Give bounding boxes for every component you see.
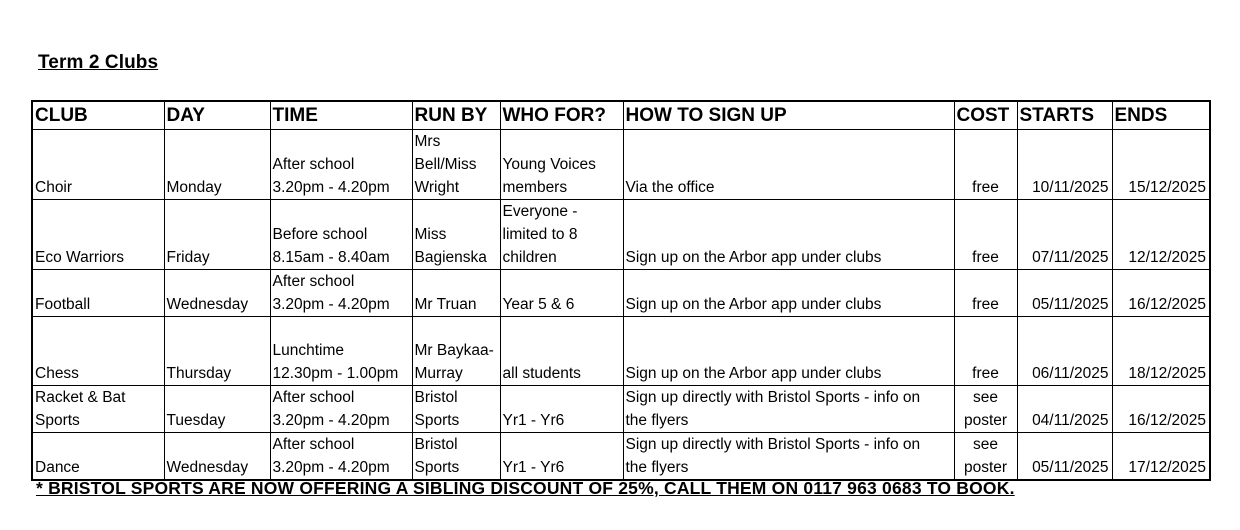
starts-date-cell: 05/11/2025 (1017, 433, 1112, 481)
header-cost: COST (954, 101, 1017, 130)
run-by-cell-line: Mr Truan (414, 296, 477, 313)
run-by-cell-line: Miss (414, 226, 447, 243)
run-by-cell-line: Murray (414, 365, 463, 382)
time-cell-line: 8.15am - 8.40am (272, 249, 390, 266)
page-title: Term 2 Clubs (38, 52, 159, 73)
day-cell-line: Tuesday (166, 412, 226, 429)
clubs-table (31, 100, 1211, 481)
run-by-cell (412, 270, 500, 317)
club-cell-line: Dance (35, 459, 80, 476)
cost-cell-line: free (972, 249, 999, 266)
run-by-cell-line: Sports (414, 459, 460, 476)
who-for-cell (500, 130, 623, 200)
sign-up-cell (623, 317, 954, 386)
club-cell (32, 270, 164, 317)
ends-date-cell: 17/12/2025 (1112, 433, 1210, 481)
who-for-cell-line: Year 5 & 6 (502, 296, 575, 313)
cost-cell (954, 270, 1017, 317)
table-header-row (32, 101, 1210, 130)
cost-cell (954, 200, 1017, 270)
cost-cell-line: free (972, 179, 999, 196)
run-by-cell-line: Bristol (414, 389, 458, 406)
ends-date-cell: 12/12/2025 (1112, 200, 1210, 270)
time-cell-line: After school (272, 156, 355, 173)
who-for-cell-line: members (502, 179, 568, 196)
cost-cell (954, 130, 1017, 200)
club-cell (32, 200, 164, 270)
sign-up-cell (623, 270, 954, 317)
club-cell (32, 433, 164, 481)
header-ends: ENDS (1112, 101, 1210, 130)
day-cell-line: Friday (166, 249, 210, 266)
day-cell (164, 130, 270, 200)
table-body (32, 130, 1210, 481)
cost-cell-line: poster (963, 459, 1008, 476)
run-by-cell-line: Mr Baykaa- (414, 342, 494, 359)
run-by-cell-line: Bristol (414, 436, 458, 453)
sign-up-cell-line: Via the office (625, 179, 715, 196)
who-for-cell-line: Yr1 - Yr6 (502, 412, 565, 429)
sign-up-cell-line: the flyers (625, 412, 689, 429)
time-cell-line: Lunchtime (272, 342, 345, 359)
run-by-cell (412, 200, 500, 270)
who-for-cell-line: Everyone - (502, 203, 578, 220)
table-row (32, 433, 1210, 481)
time-cell (270, 317, 412, 386)
table-row (32, 200, 1210, 270)
club-cell-line: Racket & Bat (35, 389, 126, 406)
run-by-cell (412, 130, 500, 200)
header-club: CLUB (32, 101, 164, 130)
cost-cell-line: free (972, 296, 999, 313)
who-for-cell (500, 433, 623, 481)
time-cell-line: After school (272, 436, 355, 453)
who-for-cell-line: Young Voices (502, 156, 596, 173)
who-for-cell (500, 270, 623, 317)
day-cell (164, 433, 270, 481)
starts-date-cell: 05/11/2025 (1017, 270, 1112, 317)
day-cell (164, 270, 270, 317)
sign-up-cell-line: Sign up on the Arbor app under clubs (625, 296, 882, 313)
club-cell (32, 130, 164, 200)
sign-up-cell (623, 386, 954, 433)
who-for-cell (500, 386, 623, 433)
time-cell-line: 3.20pm - 4.20pm (272, 459, 390, 476)
starts-date-cell: 07/11/2025 (1017, 200, 1112, 270)
ends-date-cell: 18/12/2025 (1112, 317, 1210, 386)
time-cell-line: After school (272, 389, 355, 406)
run-by-cell-line: Sports (414, 412, 460, 429)
ends-date-cell: 16/12/2025 (1112, 386, 1210, 433)
time-cell-line: 12.30pm - 1.00pm (272, 365, 399, 382)
time-cell-line: Before school (272, 226, 368, 243)
sibling-discount-note: * BRISTOL SPORTS ARE NOW OFFERING A SIBLING DISCOUNT OF 25%, CALL THEM ON 0117 963 0683 TO BOOK. (36, 478, 1015, 498)
header-how-to-sign-up: HOW TO SIGN UP (623, 101, 954, 130)
ends-date-cell: 15/12/2025 (1112, 130, 1210, 200)
day-cell (164, 200, 270, 270)
who-for-cell-line: all students (502, 365, 581, 382)
day-cell (164, 317, 270, 386)
run-by-cell-line: Wright (414, 179, 460, 196)
time-cell (270, 433, 412, 481)
ends-date-cell: 16/12/2025 (1112, 270, 1210, 317)
run-by-cell (412, 433, 500, 481)
header-day: DAY (164, 101, 270, 130)
run-by-cell (412, 317, 500, 386)
cost-cell (954, 317, 1017, 386)
sign-up-cell-line: Sign up on the Arbor app under clubs (625, 249, 882, 266)
day-cell-line: Monday (166, 179, 222, 196)
sign-up-cell (623, 200, 954, 270)
run-by-cell (412, 386, 500, 433)
starts-date-cell: 06/11/2025 (1017, 317, 1112, 386)
day-cell-line: Wednesday (166, 296, 249, 313)
club-cell-line: Choir (35, 179, 73, 196)
header-who-for: WHO FOR? (500, 101, 623, 130)
who-for-cell-line: limited to 8 (502, 226, 578, 243)
who-for-cell-line: children (502, 249, 557, 266)
day-cell-line: Thursday (166, 365, 232, 382)
cost-cell-line: poster (963, 412, 1008, 429)
time-cell (270, 130, 412, 200)
time-cell-line: After school (272, 273, 355, 290)
sign-up-cell (623, 433, 954, 481)
sign-up-cell-line: Sign up directly with Bristol Sports - info on (625, 436, 921, 453)
header-starts: STARTS (1017, 101, 1112, 130)
sign-up-cell-line: Sign up on the Arbor app under clubs (625, 365, 882, 382)
time-cell-line: 3.20pm - 4.20pm (272, 412, 390, 429)
day-cell (164, 386, 270, 433)
table-row (32, 317, 1210, 386)
club-cell-line: Football (35, 296, 91, 313)
time-cell (270, 200, 412, 270)
time-cell (270, 270, 412, 317)
cost-cell-line: see (973, 436, 998, 453)
run-by-cell-line: Bagienska (414, 249, 487, 266)
header-time: TIME (270, 101, 412, 130)
table-row (32, 386, 1210, 433)
club-cell-line: Eco Warriors (35, 249, 124, 266)
starts-date-cell: 04/11/2025 (1017, 386, 1112, 433)
cost-cell (954, 433, 1017, 481)
time-cell (270, 386, 412, 433)
club-cell-line: Sports (35, 412, 80, 429)
sign-up-cell-line: the flyers (625, 459, 689, 476)
club-cell (32, 317, 164, 386)
who-for-cell-line: Yr1 - Yr6 (502, 459, 565, 476)
time-cell-line: 3.20pm - 4.20pm (272, 296, 390, 313)
time-cell-line: 3.20pm - 4.20pm (272, 179, 390, 196)
starts-date-cell: 10/11/2025 (1017, 130, 1112, 200)
sign-up-cell (623, 130, 954, 200)
who-for-cell (500, 200, 623, 270)
cost-cell-line: free (972, 365, 999, 382)
table-row (32, 130, 1210, 200)
sign-up-cell-line: Sign up directly with Bristol Sports - info on (625, 389, 921, 406)
header-run-by: RUN BY (412, 101, 500, 130)
cost-cell (954, 386, 1017, 433)
run-by-cell-line: Mrs (414, 133, 441, 150)
table-row (32, 270, 1210, 317)
club-cell (32, 386, 164, 433)
who-for-cell (500, 317, 623, 386)
day-cell-line: Wednesday (166, 459, 249, 476)
club-cell-line: Chess (35, 365, 79, 382)
cost-cell-line: see (973, 389, 998, 406)
run-by-cell-line: Bell/Miss (414, 156, 477, 173)
